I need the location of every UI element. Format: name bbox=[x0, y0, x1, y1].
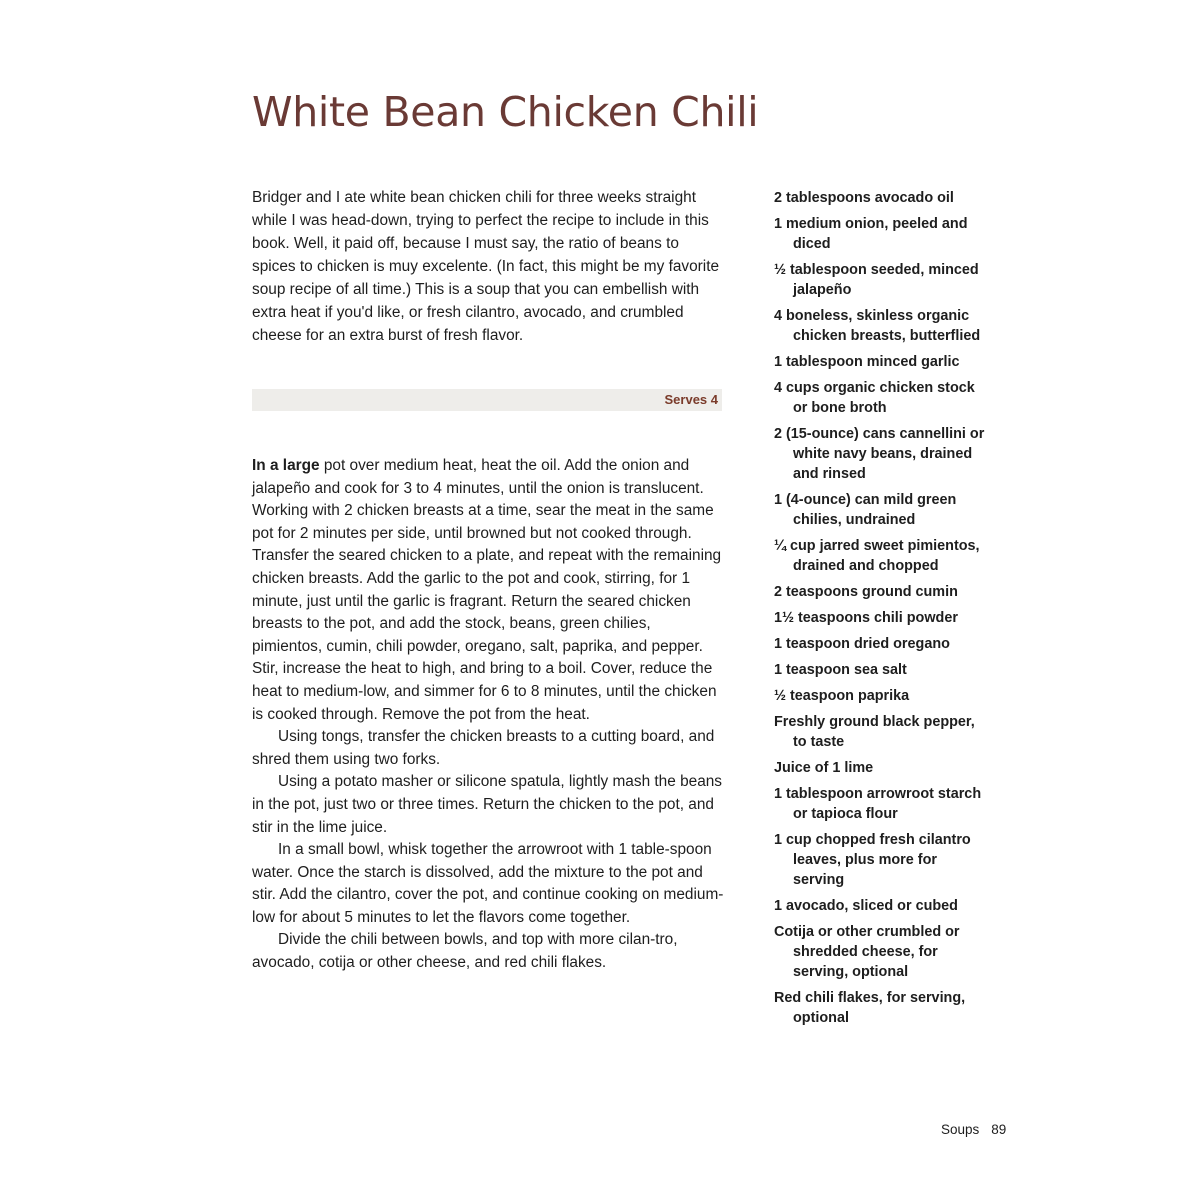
page-footer bbox=[941, 1122, 1006, 1137]
method-paragraph-4: In a small bowl, whisk together the arrowroot with 1 table-spoon water. Once the starch is dissolved, add the mixture to the pot and stir. Add the cilantro, cover the pot, and continue cooking on medium-low for about 5 minutes to let the flavors come together. bbox=[252, 841, 724, 926]
ingredients-list bbox=[774, 188, 989, 1034]
ingredient-item: 1 cup chopped fresh cilantro leaves, plus more for serving bbox=[774, 832, 971, 888]
ingredient-item: 1½ teaspoons chili powder bbox=[774, 610, 958, 626]
ingredient-item: Freshly ground black pepper, to taste bbox=[774, 714, 975, 750]
footer-section-name: Soups bbox=[941, 1122, 980, 1137]
ingredient-item: 4 cups organic chicken stock or bone broth bbox=[774, 380, 975, 416]
method-paragraph-1-text: pot over medium heat, heat the oil. Add the onion and jalapeño and cook for 3 to 4 minutes, until the onion is translucent. Working with 2 chicken breasts at a time, sear the meat in the same pot for 2 minutes per side, until browned but not cooked through. Transfer the seared chicken to a plate, and repeat with the remaining chicken breasts. Add the garlic to the pot and cook, stirring, for 1 minute, just until the garlic is fragrant. Return the seared chicken breasts to the pot, and add the stock, beans, green chilies, pimientos, cumin, chili powder, oregano, salt, paprika, and pepper. Stir, increase the heat to high, and bring to a boil. Cover, reduce the heat to medium-low, and simmer for 6 to 8 minutes, until the chicken is cooked through. Remove the pot from the heat. bbox=[252, 457, 722, 723]
ingredient-item: 1 teaspoon dried oregano bbox=[774, 636, 950, 652]
recipe-intro bbox=[252, 186, 724, 347]
ingredient-item: 1 avocado, sliced or cubed bbox=[774, 898, 958, 914]
ingredient-item: 1 (4-ounce) can mild green chilies, undrained bbox=[774, 492, 957, 528]
method-paragraph-5: Divide the chili between bowls, and top with more cilan-tro, avocado, cotija or other cheese, and red chili flakes. bbox=[252, 931, 678, 972]
recipe-title: White Bean Chicken Chili bbox=[252, 88, 759, 136]
ingredient-item: Cotija or other crumbled or shredded cheese, for serving, optional bbox=[774, 924, 960, 980]
ingredient-item: 2 (15-ounce) cans cannellini or white navy beans, drained and rinsed bbox=[774, 426, 985, 482]
method-paragraph-1 bbox=[252, 455, 724, 726]
ingredient-item: 2 tablespoons avocado oil bbox=[774, 190, 954, 206]
ingredient-item: 1 tablespoon arrowroot starch or tapioca flour bbox=[774, 786, 982, 822]
ingredient-item: ½ tablespoon seeded, minced jalapeño bbox=[774, 262, 979, 298]
ingredient-item: 4 boneless, skinless organic chicken breasts, butterflied bbox=[774, 308, 981, 344]
ingredient-item: 1 medium onion, peeled and diced bbox=[774, 216, 968, 252]
ingredient-item: 2 teaspoons ground cumin bbox=[774, 584, 958, 600]
method-paragraph-3: Using a potato masher or silicone spatula, lightly mash the beans in the pot, just two or three times. Return the chicken to the pot, and stir in the lime juice. bbox=[252, 773, 723, 836]
ingredient-item: 1 tablespoon minced garlic bbox=[774, 354, 960, 370]
ingredient-item: ¼ cup jarred sweet pimientos, drained and chopped bbox=[774, 538, 980, 574]
serves-bar bbox=[252, 389, 722, 411]
serves-label: Serves 4 bbox=[664, 392, 718, 407]
method-section bbox=[252, 455, 724, 975]
page-number: 89 bbox=[991, 1122, 1007, 1137]
ingredient-item: 1 teaspoon sea salt bbox=[774, 662, 907, 678]
method-paragraph-2: Using tongs, transfer the chicken breasts to a cutting board, and shred them using two forks. bbox=[252, 728, 715, 768]
method-lead: In a large bbox=[252, 457, 320, 474]
ingredient-item: Juice of 1 lime bbox=[774, 760, 874, 776]
ingredient-item: Red chili flakes, for serving, optional bbox=[774, 990, 966, 1026]
ingredient-item: ½ teaspoon paprika bbox=[774, 688, 910, 704]
intro-paragraph: Bridger and I ate white bean chicken chili for three weeks straight while I was head-down, trying to perfect the recipe to include in this book. Well, it paid off, because I must say, the ratio of beans to spices to chicken is muy excelente. (In fact, this might be my favorite soup recipe of all time.) This is a soup that you can embellish with extra heat if you'd like, or fresh cilantro, avocado, and crumbled cheese for an extra burst of fresh flavor. bbox=[252, 189, 720, 344]
